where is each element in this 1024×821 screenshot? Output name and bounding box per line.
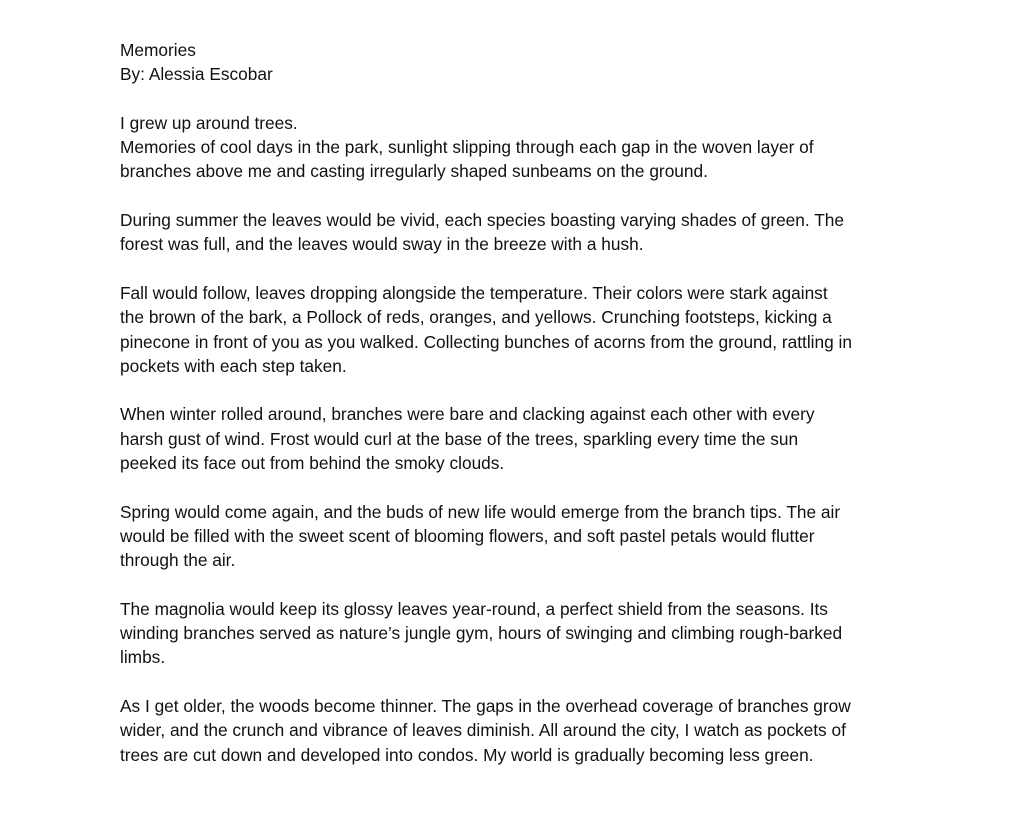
paragraph-fall <box>120 281 910 378</box>
paragraph-winter <box>120 402 910 475</box>
paragraph-spacer <box>120 184 910 208</box>
paragraph-line: Fall would follow, leaves dropping alongside the temperature. Their colors were stark against <box>120 282 828 303</box>
paragraph-spacer <box>120 378 910 402</box>
paragraph-spacer <box>120 475 910 499</box>
paragraph-intro <box>120 111 910 184</box>
paragraph-magnolia <box>120 597 910 670</box>
paragraph-line: limbs. <box>120 647 166 668</box>
paragraph-summer <box>120 208 910 257</box>
paragraph-line: the brown of the bark, a Pollock of reds, oranges, and yellows. Crunching footsteps, kicking a <box>120 307 832 328</box>
document-byline: By: Alessia Escobar <box>120 64 273 85</box>
paragraph-line: peeked its face out from behind the smoky clouds. <box>120 453 505 474</box>
paragraph-line: Memories of cool days in the park, sunlight slipping through each gap in the woven layer of <box>120 137 814 158</box>
paragraph-line: As I get older, the woods become thinner. The gaps in the overhead coverage of branches grow <box>120 696 851 717</box>
paragraph-line: pinecone in front of you as you walked. Collecting bunches of acorns from the ground, rattling in <box>120 331 852 352</box>
paragraph-line: trees are cut down and developed into condos. My world is gradually becoming less green. <box>120 744 814 765</box>
paragraph-line: winding branches served as nature’s jungle gym, hours of swinging and climbing rough-barked <box>120 623 843 644</box>
paragraph-older <box>120 694 910 767</box>
document-title: Memories <box>120 40 196 60</box>
paragraph-spacer <box>120 573 910 597</box>
paragraph-line: harsh gust of wind. Frost would curl at the base of the trees, sparkling every time the sun <box>120 428 799 449</box>
paragraph-line: would be filled with the sweet scent of blooming flowers, and soft pastel petals would flutter <box>120 525 815 546</box>
paragraph-line: The magnolia would keep its glossy leaves year-round, a perfect shield from the seasons. Its <box>120 598 828 619</box>
document-body <box>120 38 910 767</box>
paragraph-line: When winter rolled around, branches were bare and clacking against each other with every <box>120 404 815 425</box>
paragraph-spacer <box>120 257 910 281</box>
paragraph-line: I grew up around trees. <box>120 112 298 133</box>
paragraph-line: wider, and the crunch and vibrance of leaves diminish. All around the city, I watch as pockets of <box>120 720 846 741</box>
paragraph-line: During summer the leaves would be vivid, each species boasting varying shades of green. The <box>120 210 844 231</box>
paragraph-spacer <box>120 670 910 694</box>
paragraph-line: forest was full, and the leaves would sway in the breeze with a hush. <box>120 234 644 255</box>
paragraph-spacer <box>120 87 910 111</box>
paragraph-line: through the air. <box>120 550 236 571</box>
paragraph-line: Spring would come again, and the buds of new life would emerge from the branch tips. The air <box>120 501 841 522</box>
paragraph-line: branches above me and casting irregularly shaped sunbeams on the ground. <box>120 161 708 182</box>
paragraph-spring <box>120 500 910 573</box>
paragraph-line: pockets with each step taken. <box>120 355 347 376</box>
